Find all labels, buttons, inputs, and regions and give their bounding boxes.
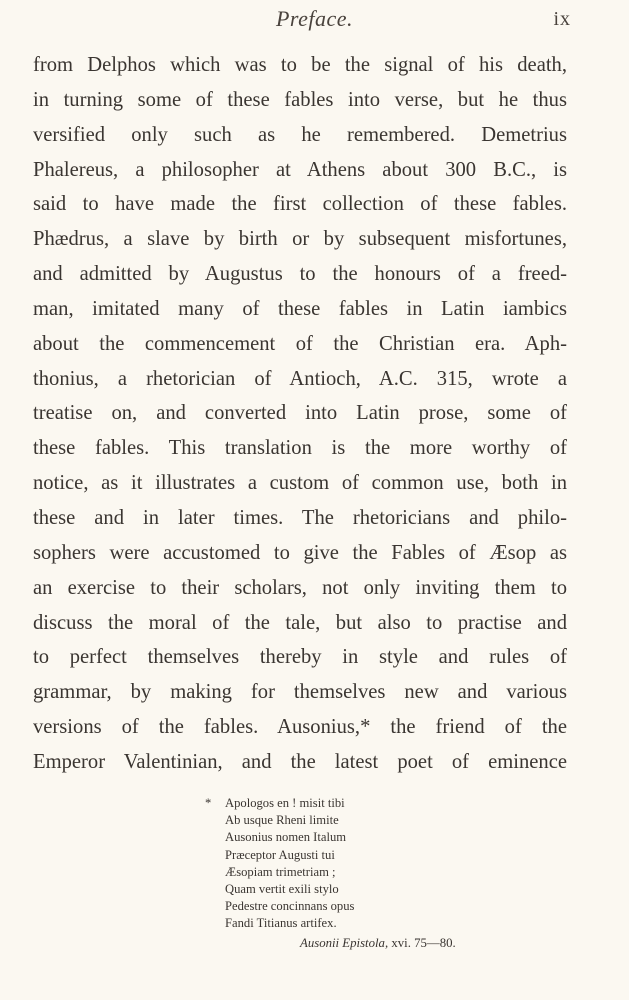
text-line: discuss the moral of the tale, but also to practise and — [33, 611, 567, 634]
text-line: grammar, by making for themselves new and various — [33, 681, 567, 704]
footnote-line: Quam vertit exili stylo — [225, 881, 339, 896]
text-line: treatise on, and converted into Latin prose, some of — [33, 402, 567, 425]
footnote-line: Ab usque Rheni limite — [225, 813, 339, 828]
text-line: notice, as it illustrates a custom of common use, both in — [33, 472, 567, 495]
text-line: sophers were accustomed to give the Fables of Æsop as — [33, 541, 567, 564]
footnote-line: Æsopiam trimetriam ; — [225, 864, 336, 879]
page-number: ix — [553, 8, 571, 30]
text-line: an exercise to their scholars, not only inviting them to — [33, 576, 567, 599]
text-line: versions of the fables. Ausonius,* the friend of the — [33, 716, 567, 739]
footnote-line: Ausonius nomen Italum — [225, 830, 347, 845]
footnote-line — [205, 795, 565, 812]
citation-reference: xvi. 75—80. — [391, 935, 456, 950]
text-line: said to have made the first collection of these fables. — [33, 193, 567, 216]
text-line: these fables. This translation is the more worthy of — [33, 437, 567, 460]
text-line: in turning some of these fables into verse, but he thus — [33, 88, 567, 111]
text-line: man, imitated many of these fables in Latin iambics — [33, 297, 567, 320]
footnote — [205, 795, 565, 953]
text-line: these and in later times. The rhetoricians and philo- — [33, 506, 567, 529]
text-line: and admitted by Augustus to the honours of a freed- — [33, 263, 567, 286]
text-line: to perfect themselves thereby in style and rules of — [33, 646, 567, 669]
text-line: about the commencement of the Christian era. Aph- — [33, 332, 567, 355]
text-line: Phalereus, a philosopher at Athens about 300 B.C., is — [33, 158, 567, 181]
text-line: versified only such as he remembered. Demetrius — [33, 123, 567, 146]
citation-work: Ausonii Epistola, — [300, 935, 389, 950]
footnote-marker: * — [205, 796, 212, 810]
text-line: Phædrus, a slave by birth or by subsequent misfortunes, — [33, 228, 567, 251]
footnote-line-text: Apologos en ! misit tibi — [225, 796, 345, 810]
footnote-line: Fandi Titianus artifex. — [225, 916, 337, 931]
running-title: Preface. — [275, 6, 354, 31]
text-line: from Delphos which was to be the signal of his death, — [33, 54, 567, 76]
text-line: thonius, a rhetorician of Antioch, A.C. 315, wrote a — [33, 367, 567, 390]
text-line: Emperor Valentinian, and the latest poet of eminence — [33, 750, 567, 773]
footnote-citation — [205, 933, 565, 953]
footnote-line: Pedestre concinnans opus — [225, 899, 355, 914]
body-text — [33, 48, 567, 780]
running-header — [0, 6, 629, 34]
footnote-line: Præceptor Augusti tui — [225, 847, 335, 862]
